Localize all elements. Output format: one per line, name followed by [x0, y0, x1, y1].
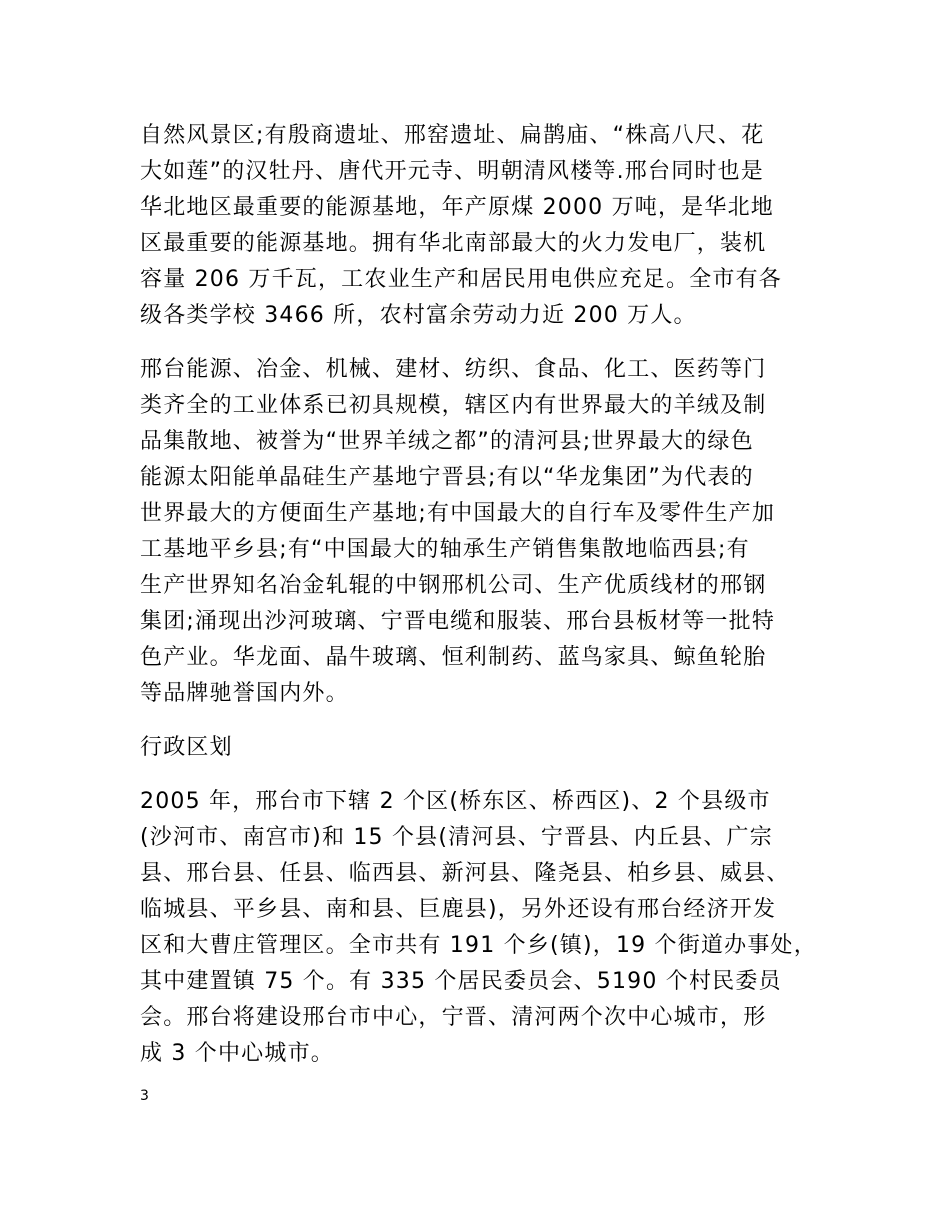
text-line: 临城县、平乡县、南和县、巨鹿县)，另外还设有邢台经济开发 [140, 897, 777, 922]
text-line: 会。邢台将建设邢台市中心，宁晋、清河两个次中心城市，形 [140, 1005, 767, 1030]
page-number: 3 [140, 1088, 149, 1104]
text-line: 2005 年，邢台市下辖 2 个区(桥东区、桥西区)、2 个县级市 [140, 789, 771, 814]
text-line: 大如莲”的汉牡丹、唐代开元寺、明朝清风楼等.邢台同时也是 [140, 159, 764, 184]
text-line: 县、邢台县、任县、临西县、新河县、隆尧县、柏乡县、威县、 [140, 861, 790, 886]
text-line: 自然风景区;有殷商遗址、邢窑遗址、扁鹊庙、“株高八尺、花 [140, 123, 765, 148]
text-line: 工基地平乡县;有“中国最大的轴承生产销售集散地临西县;有 [140, 537, 750, 562]
text-line: 区最重要的能源基地。拥有华北南部最大的火力发电厂，装机 [140, 231, 767, 256]
document-body [140, 118, 840, 1072]
text-line: 华北地区最重要的能源基地，年产原煤 2000 万吨，是华北地 [140, 195, 774, 220]
text-line: (沙河市、南宫市)和 15 个县(清河县、宁晋县、内丘县、广宗 [140, 825, 773, 850]
paragraph-scenic-and-energy [140, 118, 840, 334]
text-line: 级各类学校 3466 所，农村富余劳动力近 200 万人。 [140, 303, 697, 328]
text-line: 区和大曹庄管理区。全市共有 191 个乡(镇)，19 个街道办事处， [140, 933, 817, 958]
text-line: 色产业。华龙面、晶牛玻璃、恒利制药、蓝鸟家具、鲸鱼轮胎 [140, 645, 767, 670]
paragraph-industry [140, 352, 840, 712]
paragraph-administrative-divisions [140, 784, 840, 1072]
text-line: 等品牌驰誉国内外。 [140, 681, 349, 706]
text-line: 品集散地、被誉为“世界羊绒之都”的清河县;世界最大的绿色 [140, 429, 754, 454]
section-heading: 行政区划 [140, 735, 233, 760]
text-line: 集团;涌现出沙河玻璃、宁晋电缆和服装、邢台县板材等一批特 [140, 609, 776, 634]
text-line: 其中建置镇 75 个。有 335 个居民委员会、5190 个村民委员 [140, 969, 782, 994]
text-line: 能源太阳能单晶硅生产基地宁晋县;有以“华龙集团”为代表的 [140, 465, 754, 490]
text-line: 邢台能源、冶金、机械、建材、纺织、食品、化工、医药等门 [140, 357, 767, 382]
text-line: 成 3 个中心城市。 [140, 1041, 334, 1066]
text-line: 容量 206 万千瓦，工农业生产和居民用电供应充足。全市有各 [140, 267, 782, 292]
text-line: 生产世界知名冶金轧辊的中钢邢机公司、生产优质线材的邢钢 [140, 573, 767, 598]
text-line: 世界最大的方便面生产基地;有中国最大的自行车及零件生产加 [140, 501, 776, 526]
text-line: 类齐全的工业体系已初具规模，辖区内有世界最大的羊绒及制 [140, 393, 767, 418]
